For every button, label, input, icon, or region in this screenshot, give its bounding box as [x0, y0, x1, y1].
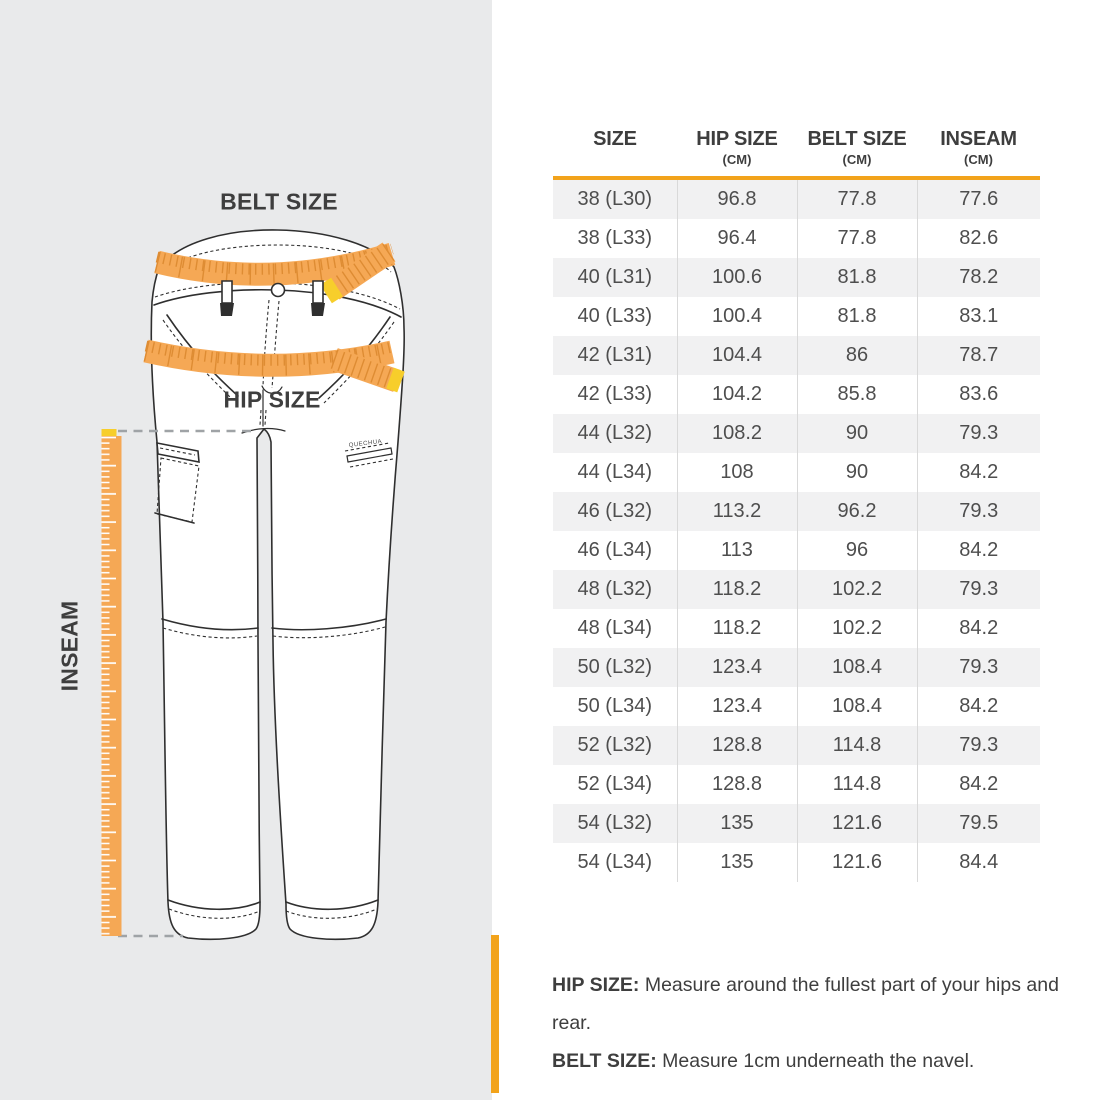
table-row [553, 375, 1040, 414]
measure-cell: 84.2 [917, 609, 1040, 648]
note-belt-size: BELT SIZE: Measure 1cm underneath the navel. [552, 1050, 975, 1072]
measure-cell: 128.8 [677, 726, 797, 765]
measure-cell: 90 [797, 453, 917, 492]
measure-cell: 85.8 [797, 375, 917, 414]
measure-cell: 84.2 [917, 453, 1040, 492]
table-row [553, 765, 1040, 804]
measure-cell: 96 [797, 531, 917, 570]
measure-cell: 90 [797, 414, 917, 453]
pants-outline-icon [151, 230, 404, 939]
table-row [553, 258, 1040, 297]
col-header-hip-size: HIP SIZE (CM) [696, 128, 778, 167]
table-row [553, 336, 1040, 375]
notes-accent-bar [491, 935, 499, 1093]
size-cell: 52 (L32) [577, 734, 652, 756]
size-cell: 40 (L33) [577, 305, 652, 327]
measure-cell: 135 [677, 804, 797, 843]
measure-cell: 121.6 [797, 804, 917, 843]
measure-cell: 113.2 [677, 492, 797, 531]
measure-cell: 108.2 [677, 414, 797, 453]
waist-button-icon [272, 284, 285, 297]
table-row [553, 609, 1040, 648]
table-row [553, 570, 1040, 609]
table-row [553, 414, 1040, 453]
table-row [553, 648, 1040, 687]
measure-cell: 84.2 [917, 531, 1040, 570]
size-table [553, 128, 1040, 882]
measure-cell: 123.4 [677, 648, 797, 687]
size-table-body [553, 178, 1040, 882]
table-row [553, 492, 1040, 531]
measure-cell: 102.2 [797, 570, 917, 609]
measure-cell: 79.3 [917, 570, 1040, 609]
measure-cell: 79.5 [917, 804, 1040, 843]
size-cell: 48 (L32) [577, 578, 652, 600]
size-cell: 44 (L32) [577, 422, 652, 444]
measure-cell: 79.3 [917, 414, 1040, 453]
col-header-belt-size: BELT SIZE (CM) [807, 128, 907, 167]
brand-text: QUECHUA [348, 438, 383, 449]
measure-cell: 84.2 [917, 765, 1040, 804]
header-row [553, 128, 1040, 178]
measure-cell: 84.2 [917, 687, 1040, 726]
measure-cell: 128.8 [677, 765, 797, 804]
table-row [553, 178, 1040, 219]
size-cell: 38 (L33) [577, 227, 652, 249]
measure-cell: 108.4 [797, 687, 917, 726]
measure-cell: 77.8 [797, 219, 917, 258]
inseam-label: INSEAM [56, 600, 83, 692]
size-cell: 44 (L34) [577, 461, 652, 483]
measure-cell: 86 [797, 336, 917, 375]
size-table-header [553, 128, 1040, 178]
measure-cell: 78.2 [917, 258, 1040, 297]
inseam-ruler-icon [102, 429, 122, 936]
measurement-notes [552, 966, 1100, 1080]
measure-cell: 102.2 [797, 609, 917, 648]
table-row [553, 219, 1040, 258]
measure-cell: 81.8 [797, 258, 917, 297]
size-cell: 42 (L33) [577, 383, 652, 405]
measure-cell: 114.8 [797, 726, 917, 765]
measure-cell: 100.6 [677, 258, 797, 297]
size-cell: 50 (L32) [577, 656, 652, 678]
table-row [553, 297, 1040, 336]
measure-cell: 83.6 [917, 375, 1040, 414]
measure-cell: 82.6 [917, 219, 1040, 258]
measure-cell: 78.7 [917, 336, 1040, 375]
measure-cell: 79.3 [917, 492, 1040, 531]
measure-cell: 104.4 [677, 336, 797, 375]
size-cell: 50 (L34) [577, 695, 652, 717]
measure-cell: 118.2 [677, 570, 797, 609]
belt-size-label: BELT SIZE [220, 188, 338, 215]
measure-cell: 123.4 [677, 687, 797, 726]
table-row [553, 687, 1040, 726]
measure-cell: 121.6 [797, 843, 917, 882]
measure-cell: 118.2 [677, 609, 797, 648]
size-cell: 46 (L32) [577, 500, 652, 522]
size-cell: 42 (L31) [577, 344, 652, 366]
measure-cell: 100.4 [677, 297, 797, 336]
size-cell: 48 (L34) [577, 617, 652, 639]
measure-cell: 104.2 [677, 375, 797, 414]
measure-cell: 81.8 [797, 297, 917, 336]
col-header-inseam: INSEAM (CM) [940, 128, 1017, 167]
measure-cell: 79.3 [917, 726, 1040, 765]
measure-cell: 77.8 [797, 178, 917, 219]
measure-cell: 96.2 [797, 492, 917, 531]
measure-cell: 108 [677, 453, 797, 492]
table-row [553, 843, 1040, 882]
table-row [553, 531, 1040, 570]
table-row [553, 453, 1040, 492]
size-cell: 38 (L30) [577, 188, 652, 210]
size-cell: 46 (L34) [577, 539, 652, 561]
table-row [553, 804, 1040, 843]
measure-cell: 77.6 [917, 178, 1040, 219]
measure-cell: 83.1 [917, 297, 1040, 336]
measure-cell: 96.8 [677, 178, 797, 219]
size-cell: 54 (L32) [577, 812, 652, 834]
measure-cell: 135 [677, 843, 797, 882]
note-hip-size: HIP SIZE: Measure around the fullest part of your hips and rear. [552, 974, 1059, 1034]
measure-cell: 79.3 [917, 648, 1040, 687]
size-cell: 54 (L34) [577, 851, 652, 873]
pants-diagram [0, 0, 500, 1100]
measure-cell: 108.4 [797, 648, 917, 687]
size-cell: 52 (L34) [577, 773, 652, 795]
table-row [553, 726, 1040, 765]
hip-size-label: HIP SIZE [223, 386, 321, 413]
measure-cell: 96.4 [677, 219, 797, 258]
measure-cell: 114.8 [797, 765, 917, 804]
size-cell: 40 (L31) [577, 266, 652, 288]
measure-cell: 84.4 [917, 843, 1040, 882]
col-header-size: SIZE [593, 128, 637, 150]
measure-cell: 113 [677, 531, 797, 570]
